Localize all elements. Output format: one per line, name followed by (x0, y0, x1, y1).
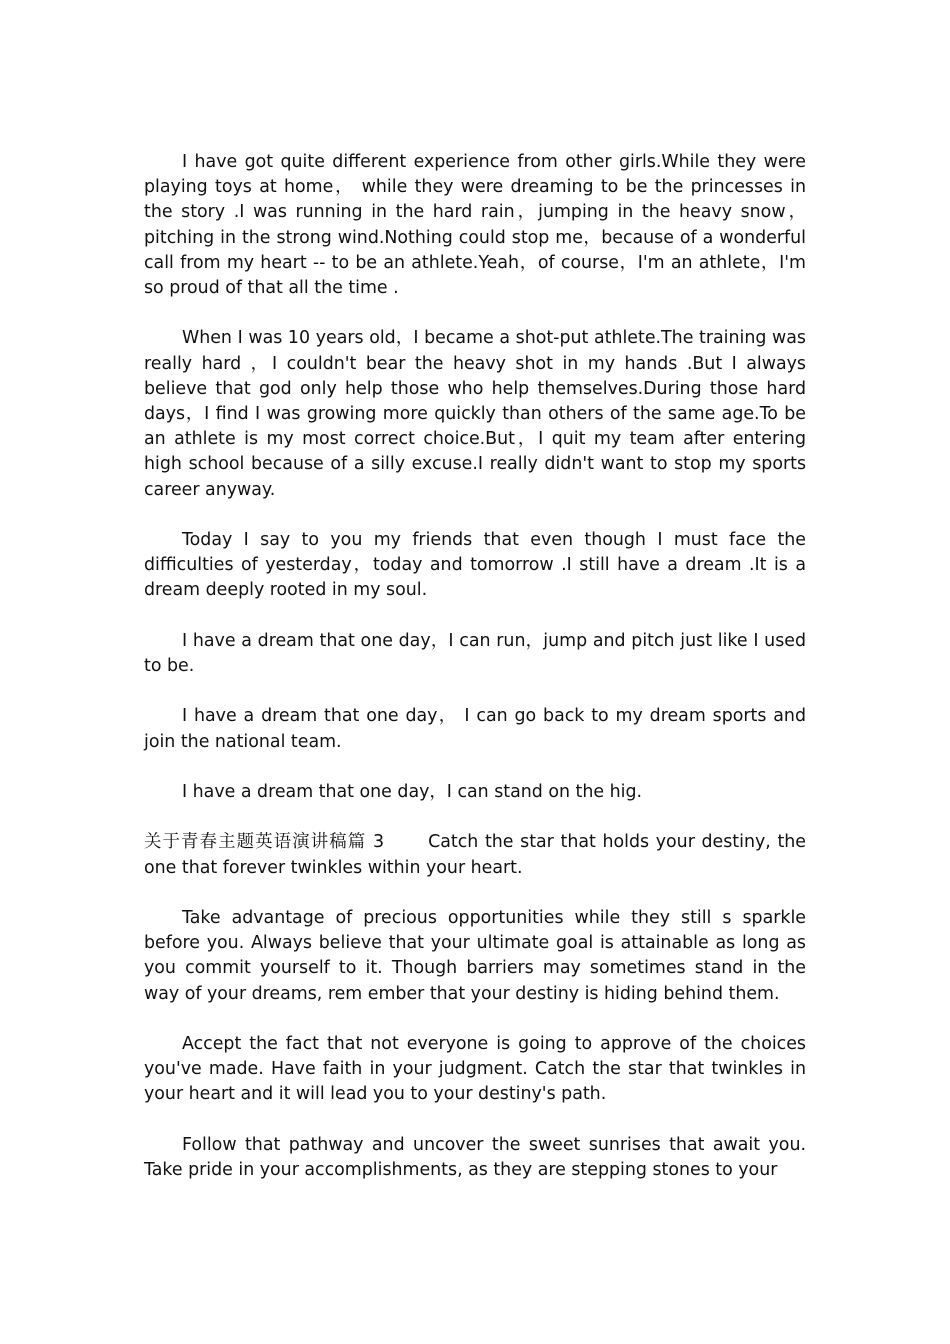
document-body (144, 150, 806, 1208)
paragraph-1: I have got quite different experience from other girls.While they were playing toys at home， while they were dreaming to be the princesses in the story .I was running in the hard rain，jumping in the heavy snow， pitching in the strong wind.Nothing could stop me，because of a wonderful call from my heart -- to be an athlete.Yeah，of course，I'm an athlete，I'm so proud of that all the time . (144, 152, 806, 299)
paragraph-3: Today I say to you my friends that even though I must face the difficulties of yesterday，today and tomorrow .I still have a dream .It is a dream deeply rooted in my soul. (144, 530, 806, 601)
section-heading: 关于青春主题英语演讲稿篇 3 (144, 832, 385, 853)
paragraph-8: Accept the fact that not everyone is going to approve of the choices you've made. Have faith in your judgment. Catch the star that twinkles in your heart and it will lead you to your destiny's path. (144, 1033, 806, 1105)
paragraph-6: I have a dream that one day，I can stand on the hig. (182, 782, 643, 802)
paragraph-4: I have a dream that one day，I can run，jump and pitch just like I used to be. (144, 630, 806, 677)
paragraph-7: Take advantage of precious opportunities while they still s sparkle before you. Always believe that your ultimate goal is attainable as long as you commit yourself to it. Though barriers may sometimes stand in the way of your dreams, rem ember that your destiny is hiding behind them. (144, 907, 806, 1004)
section-paragraph (144, 830, 806, 880)
paragraph-2: When I was 10 years old，I became a shot-put athlete.The training was really hard ，I couldn't bear the heavy shot in my hands .But I always believe that god only help those who help themselves.During those hard days，I find I was growing more quickly than others of the same age.To be an athlete is my most correct choice.But，I quit my team after entering high school because of a silly excuse.I really didn't want to stop my sports career anyway. (144, 328, 806, 500)
section-first-text: Catch the star that holds your destiny, the one that forever twinkles within your heart. (144, 832, 807, 878)
paragraph-9: Follow that pathway and uncover the sweet sunrises that await you. Take pride in your accomplishments, as they are stepping stones to your (144, 1134, 806, 1180)
paragraph-5: I have a dream that one day， I can go back to my dream sports and join the national team. (144, 706, 806, 752)
